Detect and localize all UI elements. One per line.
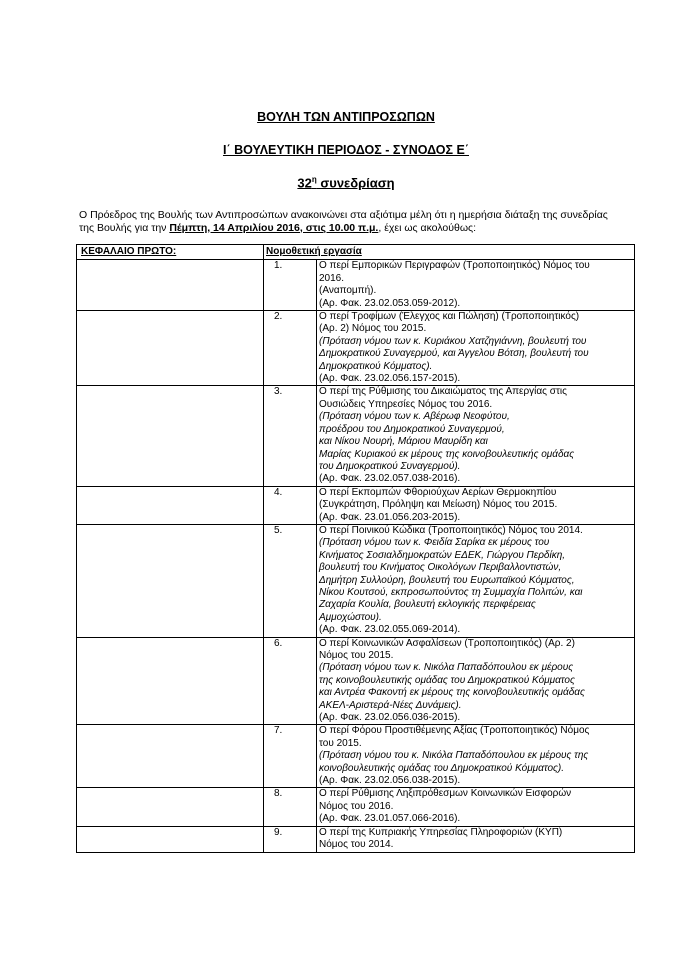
agenda-item-proposal-line: Δημήτρη Συλλούρη, βουλευτή του Ευρωπαϊκού Κόμματος,	[319, 574, 575, 586]
agenda-item-line: Ο περί Ποινικού Κώδικα (Τροποποιητικός) Νόμος του 2014.	[319, 524, 583, 536]
session-title	[0, 175, 692, 190]
agenda-item-line: (Αρ. Φακ. 23.02.053.059-2012).	[319, 297, 461, 309]
session-word: συνεδρίαση	[316, 175, 395, 191]
session-number: 32	[297, 175, 312, 191]
agenda-item-proposal-line: (Πρόταση νόμου των κ. Κυριάκου Χατζηγιάννη, βουλευτή του	[319, 335, 587, 347]
agenda-item-proposal-line: βουλευτή του Κινήματος Οικολόγων Περιβαλλοντιστών,	[319, 562, 562, 574]
agenda-item-text	[317, 725, 635, 788]
intro-paragraph	[79, 209, 619, 234]
agenda-item-line: Ο περί Κοινωνικών Ασφαλίσεων (Τροποποιητικός) (Αρ. 2)	[319, 637, 575, 649]
agenda-item-proposal-line: κοινοβουλευτικής ομάδας του Δημοκρατικού Κόμματος).	[319, 762, 564, 774]
agenda-item-proposal-line: (Πρόταση νόμου των κ. Αβέρωφ Νεοφύτου,	[319, 411, 510, 423]
agenda-item-proposal-line: της κοινοβουλευτικής ομάδας του Δημοκρατικού Κόμματος	[319, 674, 575, 686]
agenda-item-line: Νόμος του 2014.	[319, 839, 394, 851]
agenda-item-line: Ο περί Εμπορικών Περιγραφών (Τροποποιητικός) Νόμος του	[319, 260, 590, 272]
agenda-item-line: Ο περί Ρύθμισης Ληξιπρόθεσμων Κοινωνικών Εισφορών	[319, 788, 572, 800]
agenda-empty-cell	[77, 524, 264, 637]
agenda-item-text	[317, 637, 635, 725]
agenda-item-text	[317, 386, 635, 486]
agenda-item-proposal-line: (Πρόταση νόμου του κ. Νικόλα Παπαδόπουλου εκ μέρους της	[319, 750, 589, 762]
agenda-item-text	[317, 826, 635, 852]
parliament-title: ΒΟΥΛΗ ΤΩΝ ΑΝΤΙΠΡΟΣΩΠΩΝ	[257, 110, 435, 124]
agenda-item-row	[77, 826, 635, 852]
agenda-item-number: 7.	[264, 725, 317, 788]
agenda-item-proposal-line: Δημοκρατικού Κόμματος).	[319, 360, 433, 372]
agenda-item-row	[77, 486, 635, 524]
agenda-item-row	[77, 386, 635, 486]
agenda-item-proposal-line: Κινήματος Σοσιαλδημοκρατών ΕΔΕΚ, Γιώργου Περδίκη,	[319, 549, 566, 561]
agenda-item-proposal-line: (Πρόταση νόμου των κ. Νικόλα Παπαδόπουλου εκ μέρους	[319, 662, 574, 674]
agenda-item-number: 6.	[264, 637, 317, 725]
agenda-item-line: (Συγκράτηση, Πρόληψη και Μείωση) Νόμος του 2015.	[319, 499, 558, 511]
agenda-item-line: (Αρ. 2) Νόμος του 2015.	[319, 323, 427, 335]
agenda-item-number: 3.	[264, 386, 317, 486]
agenda-item-proposal-line: προέδρου του Δημοκρατικού Συναγερμού,	[319, 423, 505, 435]
agenda-table	[76, 244, 635, 853]
agenda-item-line: Ο περί Φόρου Προστιθέμενης Αξίας (Τροποποιητικός) Νόμος	[319, 725, 590, 737]
period-title: Ι΄ ΒΟΥΛΕΥΤΙΚΗ ΠΕΡΙΟΔΟΣ - ΣΥΝΟΔΟΣ Ε΄	[222, 143, 469, 157]
agenda-item-text	[317, 311, 635, 386]
agenda-item-line: Ο περί της Κυπριακής Υπηρεσίας Πληροφοριών (ΚΥΠ)	[319, 826, 563, 838]
agenda-item-line: 2016.	[319, 272, 345, 284]
agenda-item-proposal-line: Νίκου Κουτσού, εκπροσωπούντος τη Συμμαχία Πολιτών, και	[319, 586, 583, 598]
agenda-item-row	[77, 725, 635, 788]
agenda-item-text	[317, 486, 635, 524]
agenda-item-line: (Αρ. Φακ. 23.02.055.069-2014).	[319, 624, 461, 636]
agenda-item-row	[77, 260, 635, 311]
agenda-empty-cell	[77, 486, 264, 524]
agenda-item-proposal-line: (Πρόταση νόμου των κ. Φειδία Σαρίκα εκ μέρους του	[319, 537, 550, 549]
agenda-item-text	[317, 260, 635, 311]
agenda-item-line: (Αρ. Φακ. 23.02.056.036-2015).	[319, 712, 461, 724]
agenda-item-line: Ο περί Εκπομπών Φθοριούχων Αερίων Θερμοκηπίου	[319, 486, 557, 498]
agenda-item-proposal-line: ΑΚΕΛ-Αριστερά-Νέες Δυνάμεις).	[319, 699, 462, 711]
agenda-item-line: (Αρ. Φακ. 23.01.057.066-2016).	[319, 813, 461, 825]
agenda-item-row	[77, 637, 635, 725]
agenda-item-proposal-line: και Αντρέα Φακοντή εκ μέρους της κοινοβουλευτικής ομάδας	[319, 687, 585, 699]
agenda-item-row	[77, 311, 635, 386]
agenda-item-proposal-line: του Δημοκρατικού Συναγερμού).	[319, 460, 461, 472]
agenda-item-line: (Αναπομπή).	[319, 285, 377, 297]
agenda-empty-cell	[77, 311, 264, 386]
intro-text-after: , έχει ως ακολούθως:	[378, 221, 477, 234]
agenda-item-line: (Αρ. Φακ. 23.02.056.038-2015).	[319, 775, 461, 787]
agenda-item-number: 5.	[264, 524, 317, 637]
agenda-empty-cell	[77, 826, 264, 852]
agenda-item-line: (Αρ. Φακ. 23.02.057.038-2016).	[319, 473, 461, 485]
agenda-item-line: (Αρ. Φακ. 23.02.056.157-2015).	[319, 373, 461, 385]
agenda-item-number: 1.	[264, 260, 317, 311]
agenda-item-line: (Αρ. Φακ. 23.01.056.203-2015).	[319, 511, 461, 523]
agenda-empty-cell	[77, 788, 264, 826]
agenda-item-row	[77, 524, 635, 637]
agenda-empty-cell	[77, 637, 264, 725]
agenda-item-number: 4.	[264, 486, 317, 524]
agenda-item-proposal-line: Δημοκρατικού Συναγερμού, και Άγγελου Βότση, βουλευτή του	[319, 348, 589, 360]
agenda-empty-cell	[77, 725, 264, 788]
agenda-item-text	[317, 788, 635, 826]
agenda-header-row	[77, 245, 635, 260]
agenda-item-line: Ουσιώδεις Υπηρεσίες Νόμος του 2016.	[319, 398, 493, 410]
agenda-item-line: του 2015.	[319, 737, 362, 749]
agenda-item-row	[77, 788, 635, 826]
agenda-item-number: 8.	[264, 788, 317, 826]
agenda-item-number: 2.	[264, 311, 317, 386]
agenda-item-line: Νόμος του 2015.	[319, 650, 394, 661]
agenda-empty-cell	[77, 386, 264, 486]
chapter-label: ΚΕΦΑΛΑΙΟ ΠΡΩΤΟ:	[77, 245, 264, 260]
section-label: Νομοθετική εργασία	[264, 245, 635, 260]
agenda-empty-cell	[77, 260, 264, 311]
agenda-item-text	[317, 524, 635, 637]
intro-date: Πέμπτη, 14 Απριλίου 2016, στις 10.00 π.μ.	[169, 221, 379, 234]
session-sup: η	[311, 175, 317, 184]
agenda-item-line: Ο περί Τροφίμων (Έλεγχος και Πώληση) (Τροποποιητικός)	[319, 311, 580, 323]
agenda-item-proposal-line: Μαρίας Κυριακού εκ μέρους της κοινοβουλευτικής ομάδας	[319, 448, 575, 460]
agenda-item-line: Νόμος του 2016.	[319, 800, 394, 812]
intro-text-before: Ο Πρόεδρος της Βουλής των Αντιπροσώπων ανακοινώνει στα αξιότιμα μέλη ότι η ημερήσια διάταξη της συνεδρίας της Βουλής για την	[79, 209, 608, 234]
agenda-item-proposal-line: Αμμοχώστου).	[319, 611, 382, 623]
agenda-item-proposal-line: και Νίκου Νουρή, Μάριου Μαυρίδη και	[319, 436, 488, 448]
agenda-item-proposal-line: Ζαχαρία Κουλία, βουλευτή εκλογικής περιφέρειας	[319, 599, 536, 611]
agenda-item-number: 9.	[264, 826, 317, 852]
agenda-item-line: Ο περί της Ρύθμισης του Δικαιώματος της Απεργίας στις	[319, 386, 567, 398]
